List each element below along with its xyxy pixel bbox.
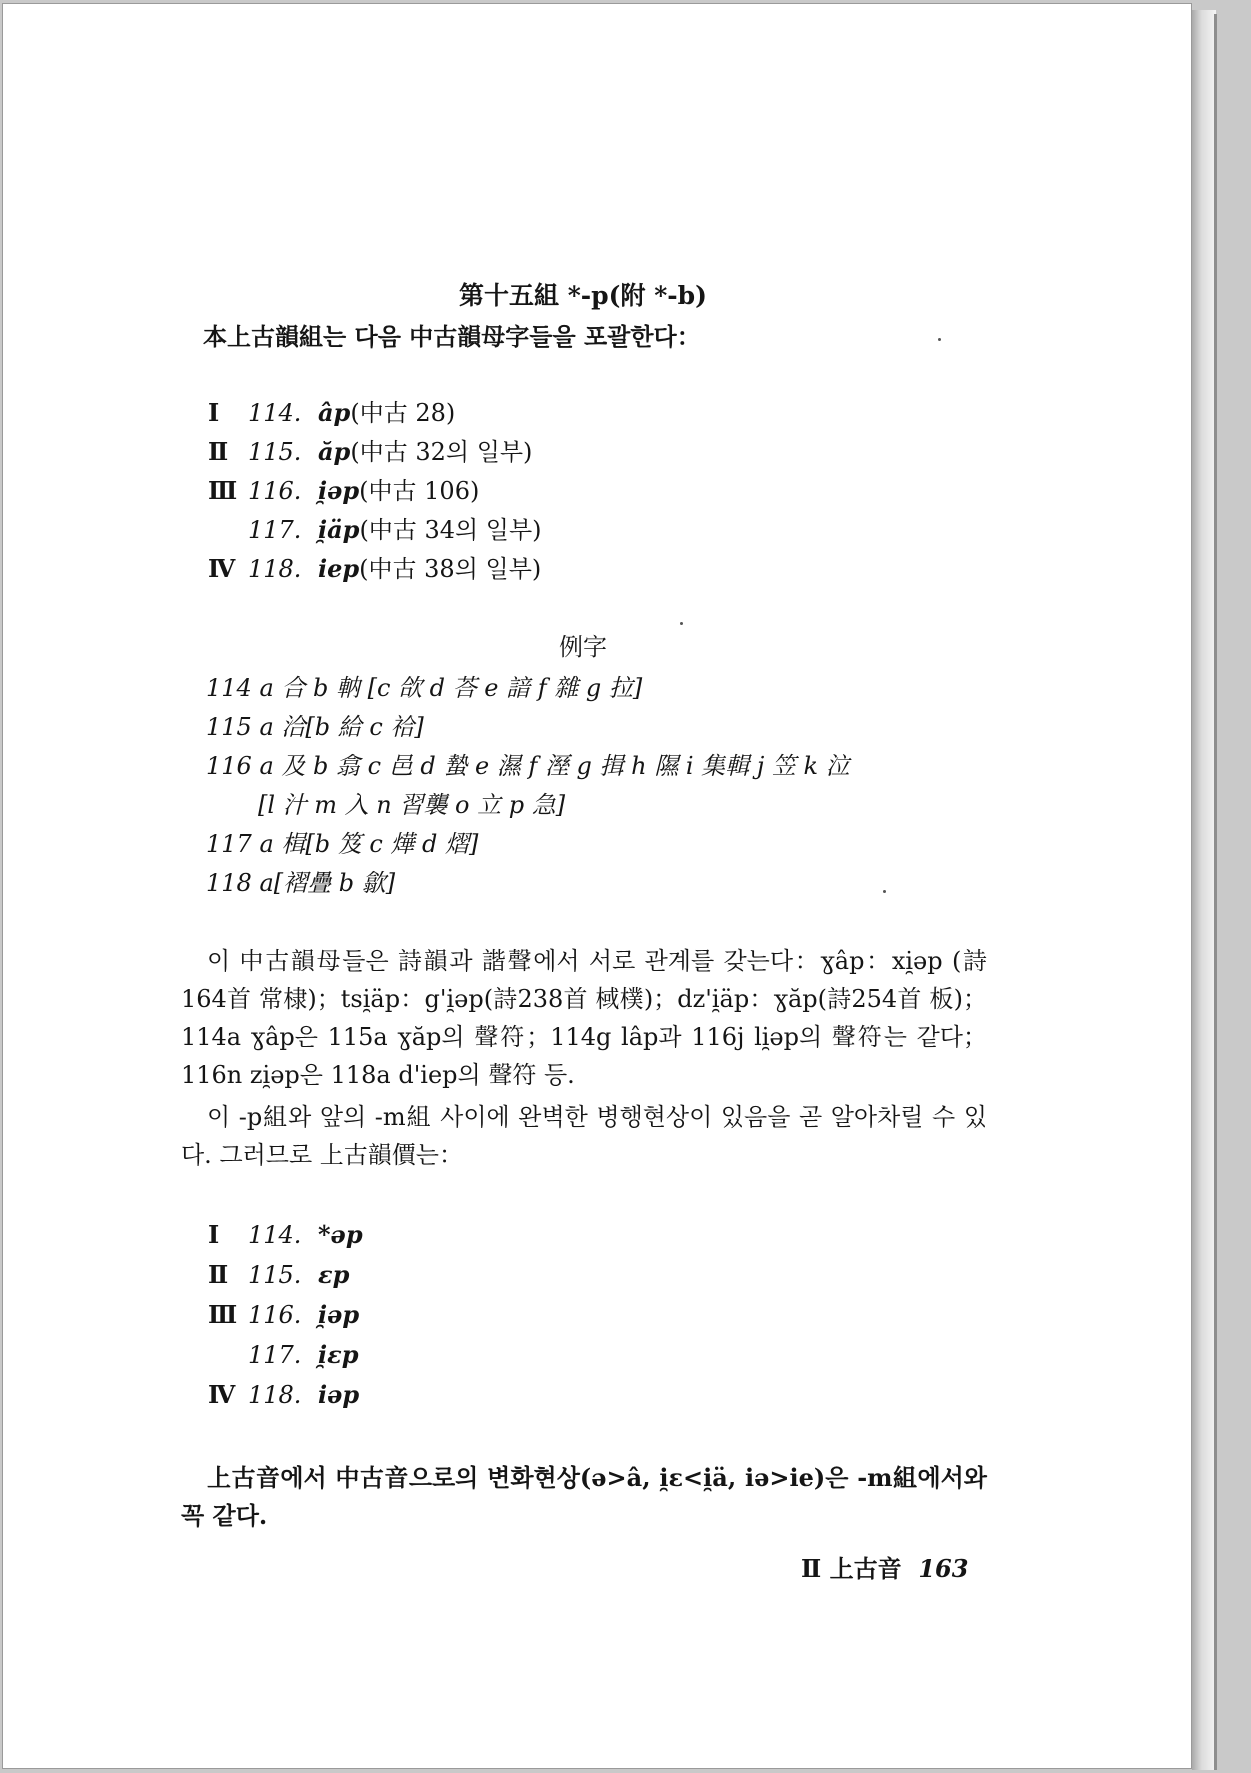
division-numeral: Ⅲ <box>208 1300 238 1329</box>
example-line: 118 a[褶疊 b 歙] <box>206 869 396 897</box>
print-speck <box>938 338 941 341</box>
final-form: ăp <box>318 437 351 466</box>
final-number: 114. <box>248 1221 302 1249</box>
example-line: 115 a 洽[b 給 c 祫] <box>206 713 424 741</box>
final-number: 115. <box>248 1261 302 1289</box>
mc-final-row <box>208 554 541 584</box>
oc-value-row <box>208 1300 359 1330</box>
division-numeral: Ⅱ <box>208 1260 229 1289</box>
final-note: (中古 34의 일부) <box>359 516 542 544</box>
final-form: i̯əp <box>318 476 360 505</box>
mc-final-row <box>208 476 479 506</box>
page-edge <box>1214 14 1217 1770</box>
oc-value-row <box>208 1340 359 1370</box>
document-page <box>2 3 1192 1769</box>
division-numeral: Ⅳ <box>208 1380 236 1409</box>
division-numeral: Ⅲ <box>208 476 238 505</box>
division-numeral: Ⅰ <box>208 1220 220 1249</box>
reconstructed-form: i̯ɛp <box>318 1340 359 1369</box>
page-number: 163 <box>918 1554 969 1583</box>
paragraph-parallel: 이 -p組와 앞의 -m組 사이에 완벽한 병행현상이 있음을 곧 알아차릴 수 있다. 그러므로 上古韻價는： <box>181 1103 987 1169</box>
running-footer <box>801 1554 968 1584</box>
final-number: 118. <box>248 1381 302 1409</box>
mc-final-row <box>208 398 455 428</box>
final-note: (中古 28) <box>350 399 456 427</box>
final-number: 116. <box>248 1301 302 1329</box>
reconstructed-form: *əp <box>318 1220 363 1249</box>
example-line: 117 a 楫[b 笈 c 燁 d 熠] <box>206 830 479 858</box>
reconstructed-form: i̯əp <box>318 1300 360 1329</box>
chapter-label: Ⅱ 上古音 <box>801 1554 902 1583</box>
examples-heading: 例字 <box>559 633 607 661</box>
mc-final-row <box>208 515 542 545</box>
oc-value-row <box>208 1260 349 1290</box>
intro-line: 本上古韻組는 다음 中古韻母字들을 포괄한다： <box>203 322 701 351</box>
paragraph-conclusion: 上古音에서 中古音으로의 변화현상(ə>â, i̯ɛ<i̯ä, iə>ie)은 -m組에서와 꼭 같다. <box>181 1463 987 1530</box>
section-title: 第十五組 *-p(附 *-b) <box>459 281 707 310</box>
example-line: 116 a 及 b 翕 c 邑 d 蟄 e 濕 f 溼 g 揖 h 隰 i 集輯 j 笠 k 泣 <box>206 752 850 780</box>
final-note: (中古 106) <box>359 477 480 505</box>
final-number: 117. <box>248 1341 302 1369</box>
final-number: 116. <box>248 477 302 505</box>
final-note: (中古 38의 일부) <box>359 555 542 583</box>
paragraph-rhyme-relations: 이 中古韻母들은 詩韻과 諧聲에서 서로 관계를 갖는다：ɣâp：xi̯əp (詩164首 常棣)；tsi̯äp：g'i̯əp(詩238首 棫樸)；dz'i̯äp：ɣăp(詩254首 板)；114a ɣâp은 115a ɣăp의 聲符；114g lâp과 116j li̯əp의 聲符는 같다；116n zi̯əp은 118a d'iep의 聲符 등. <box>181 947 987 1089</box>
final-number: 114. <box>248 399 302 427</box>
print-speck <box>680 622 683 625</box>
example-line: 114 a 合 b 軜 [c 欱 d 荅 e 諳 f 雜 g 拉] <box>206 674 643 702</box>
final-form: i̯äp <box>318 515 360 544</box>
reconstructed-form: ɛp <box>318 1260 350 1289</box>
division-numeral: Ⅱ <box>208 437 229 466</box>
final-number: 115. <box>248 438 302 466</box>
mc-final-row <box>208 437 532 467</box>
page-curl-shadow <box>1192 10 1216 1770</box>
final-form: iep <box>318 554 360 583</box>
print-speck <box>883 890 886 893</box>
division-numeral: Ⅳ <box>208 554 236 583</box>
example-line: [l 汁 m 入 n 習襲 o 立 p 急] <box>258 791 566 819</box>
division-numeral: Ⅰ <box>208 398 220 427</box>
oc-value-row <box>208 1220 363 1250</box>
final-number: 117. <box>248 516 302 544</box>
final-form: âp <box>318 398 351 427</box>
oc-value-row <box>208 1380 359 1410</box>
final-note: (中古 32의 일부) <box>350 438 533 466</box>
reconstructed-form: iəp <box>318 1380 360 1409</box>
final-number: 118. <box>248 555 302 583</box>
